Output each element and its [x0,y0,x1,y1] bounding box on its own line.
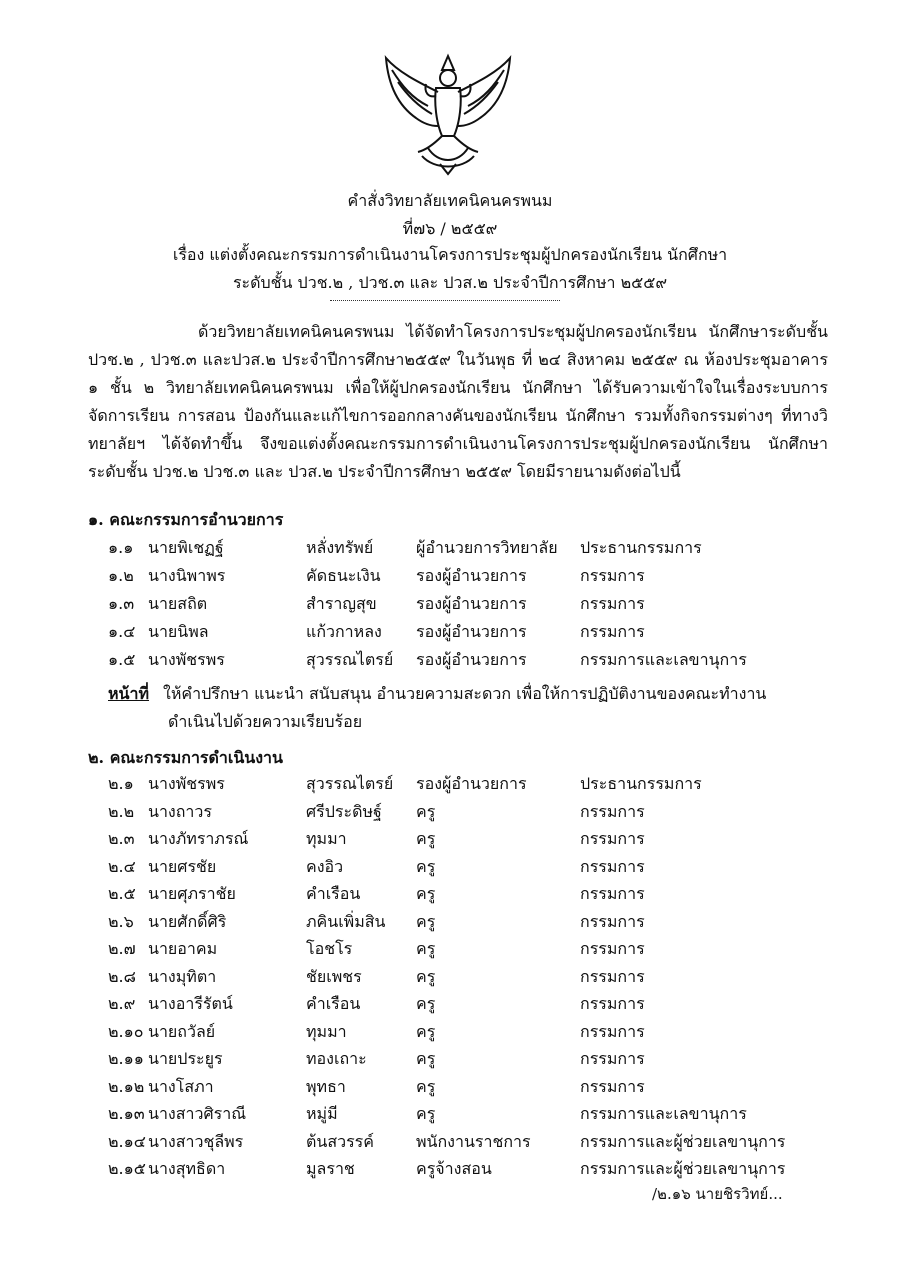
member-name: นายนิพล [148,622,209,641]
member-name: นางมุทิตา [148,966,217,986]
intro-paragraph-text: ด้วยวิทยาลัยเทคนิคนครพนม ได้จัดทำโครงการประชุมผู้ปกครองนักเรียน นักศึกษาระดับชั้น ปวช.๒ , ปวช.๓ และปวส.๒ ประจำปีการศึกษา๒๕๕๙ ในวันพุธ ที่ ๒๔ สิงหาคม ๒๕๕๙ ณ ห้องประชุมอาคาร ๑ ชั้น ๒ วิทยาลัยเทคนิคนครพนม เพื่อให้ผู้ปกครองนักเรียน นักศึกษา ได้รับความเข้าใจในเรื่องระบบการจัดการเรียน การสอน ป้องกันและแก้ไขการออกกลางคันของนักเรียน นักศึกษา รวมทั้งกิจกรรมต่างๆ ที่ทางวิทยาลัยฯ ได้จัดทำขึ้น จึงขอแต่งตั้งคณะกรรมการดำเนินงานโครงการประชุมผู้ปกครองนักเรียน นักศึกษา ระดับชั้น ปวช.๒ ปวช.๓ และ ปวส.๒ ประจำปีการศึกษา ๒๕๕๙ โดยมีรายนามดังต่อไปนี้ [88,322,828,481]
member-number: ๒.๑๕ [108,1159,146,1178]
member-name: นางนิพาพร [148,566,226,585]
member-name: นางพัชรพร [148,650,225,669]
order-subject-line1: เรื่อง แต่งตั้งคณะกรรมการดำเนินงานโครงการประชุมผู้ปกครองนักเรียน นักศึกษา [172,245,728,264]
member-role: กรรมการ [580,994,645,1013]
duty-statement [108,680,788,708]
member-name: นางภัทราภรณ์ [148,829,249,848]
member-surname: พุทธา [306,1076,346,1096]
member-position: ครู [416,1076,436,1096]
member-name: นางสาวศิราณี [148,1104,247,1123]
member-name: นายถวัลย์ [148,1021,216,1041]
member-position: รองผู้อำนวยการ [416,622,527,641]
member-surname: คำเรือน [306,994,361,1013]
member-number: ๒.๑๓ [108,1104,145,1123]
member-position: ครู [416,829,436,848]
member-name: นายสถิต [148,594,208,613]
member-name: นายศักดิ์ศิริ [148,911,227,931]
member-number: ๒.๘ [108,966,136,986]
member-number: ๒.๓ [108,829,135,848]
member-position: รองผู้อำนวยการ [416,566,527,585]
member-number: ๒.๒ [108,801,135,821]
member-role: กรรมการ [580,884,645,903]
member-number: ๒.๙ [108,994,136,1013]
member-position: ครูจ้างสอน [416,1159,492,1178]
member-name: นางอารีรัตน์ [148,994,233,1013]
member-position: รองผู้อำนวยการ [416,774,527,793]
member-surname: ทุมมา [306,829,347,848]
member-number: ๒.๑๒ [108,1076,145,1096]
member-role: กรรมการ [580,1021,645,1041]
member-name: นางสุทธิดา [148,1159,226,1178]
member-name: นายศุภราชัย [148,884,236,903]
member-surname: สุวรรณไตรย์ [306,650,394,669]
dotted-divider [330,300,560,301]
member-role: กรรมการ [580,966,645,986]
member-role: กรรมการ [580,801,645,821]
member-surname: คงอิว [306,856,344,876]
member-role: กรรมการ [580,1076,645,1096]
member-number: ๒.๑๔ [108,1131,146,1151]
member-position: ครู [416,856,436,876]
continuation-note: /๒.๑๖ นายชิรวิทย์... [652,1185,783,1203]
member-surname: คัดธนะเงิน [306,566,381,585]
member-role: กรรมการ [580,939,645,958]
section2-heading: ๒. คณะกรรมการดำเนินงาน [88,748,283,767]
member-surname: ศรีประดิษฐ์ [306,801,382,821]
member-name: นางพัชรพร [148,774,225,793]
member-role: กรรมการ [580,829,645,848]
member-position: ครู [416,939,436,958]
member-number: ๒.๑๐ [108,1021,144,1041]
duty-label: หน้าที่ [108,684,150,703]
member-name: นางโสภา [148,1076,214,1096]
member-role: กรรมการ [580,911,645,931]
member-surname: ต้นสวรรค์ [306,1131,374,1151]
member-role: กรรมการและเลขานุการ [580,650,747,669]
member-position: พนักงานราชการ [416,1131,531,1151]
member-position: ครู [416,966,436,986]
member-name: นายอาคม [148,939,218,958]
member-surname: สำราญสุข [306,594,377,613]
member-position: ครู [416,1049,436,1068]
member-number: ๒.๑ [108,774,134,793]
member-position: รองผู้อำนวยการ [416,594,527,613]
member-name: นายประยูร [148,1049,223,1068]
garuda-emblem-icon [368,52,528,177]
member-position: ครู [416,911,436,931]
member-number: ๑.๒ [108,566,134,585]
order-subject-line2: ระดับชั้น ปวช.๒ , ปวช.๓ และ ปวส.๒ ประจำปีการศึกษา ๒๕๕๙ [232,273,668,292]
member-number: ๒.๗ [108,939,136,958]
member-surname: ชัยเพชร [306,966,362,986]
order-title: คำสั่งวิทยาลัยเทคนิคนครพนม [347,191,553,210]
member-role: กรรมการ [580,1049,645,1068]
member-position: ผู้อำนวยการวิทยาลัย [416,538,558,557]
member-name: นางถาวร [148,801,212,821]
member-role: กรรมการและผู้ช่วยเลขานุการ [580,1159,786,1178]
member-surname: โอชโร [306,939,353,958]
member-position: รองผู้อำนวยการ [416,650,527,669]
member-position: ครู [416,1021,436,1041]
member-role: กรรมการ [580,594,645,613]
member-name: นายพิเชฏฐ์ [148,538,224,557]
member-surname: หลั่งทรัพย์ [306,538,374,557]
member-surname: ทองเถาะ [306,1049,367,1068]
order-number: ที่๗๖ / ๒๕๕๙ [402,219,498,238]
member-surname: หมู่มี [306,1104,338,1123]
member-number: ๒.๕ [108,884,136,903]
duty-line2: ดำเนินไปด้วยความเรียบร้อย [168,712,363,731]
member-position: ครู [416,884,436,903]
member-surname: ทุมมา [306,1021,347,1041]
duty-line1: ให้คำปรึกษา แนะนำ สนับสนุน อำนวยความสะดวก เพื่อให้การปฏิบัติงานของคณะทำงาน [163,684,767,703]
intro-paragraph [88,318,828,486]
member-name: นางสาวชุลีพร [148,1131,244,1151]
member-surname: แก้วกาหลง [306,622,382,641]
member-surname: ภคินเพิ่มสิน [306,911,386,931]
member-number: ๑.๕ [108,650,136,669]
member-role: กรรมการและเลขานุการ [580,1104,747,1123]
member-role: กรรมการ [580,566,645,585]
member-role: กรรมการ [580,622,645,641]
member-number: ๒.๑๑ [108,1049,144,1068]
member-surname: สุวรรณไตรย์ [306,774,394,793]
member-number: ๑.๔ [108,622,136,641]
member-number: ๒.๖ [108,911,134,931]
member-position: ครู [416,1104,436,1123]
member-number: ๑.๓ [108,594,135,613]
member-number: ๑.๑ [108,538,134,557]
member-surname: คำเรือน [306,884,361,903]
member-role: ประธานกรรมการ [580,774,702,793]
member-role: ประธานกรรมการ [580,538,702,557]
section1-heading: ๑. คณะกรรมการอำนวยการ [88,510,284,529]
member-surname: มูลราช [306,1159,355,1178]
member-role: กรรมการและผู้ช่วยเลขานุการ [580,1131,786,1151]
member-name: นายศรชัย [148,856,217,876]
member-role: กรรมการ [580,856,645,876]
member-position: ครู [416,994,436,1013]
member-position: ครู [416,801,436,821]
member-number: ๒.๔ [108,856,136,876]
